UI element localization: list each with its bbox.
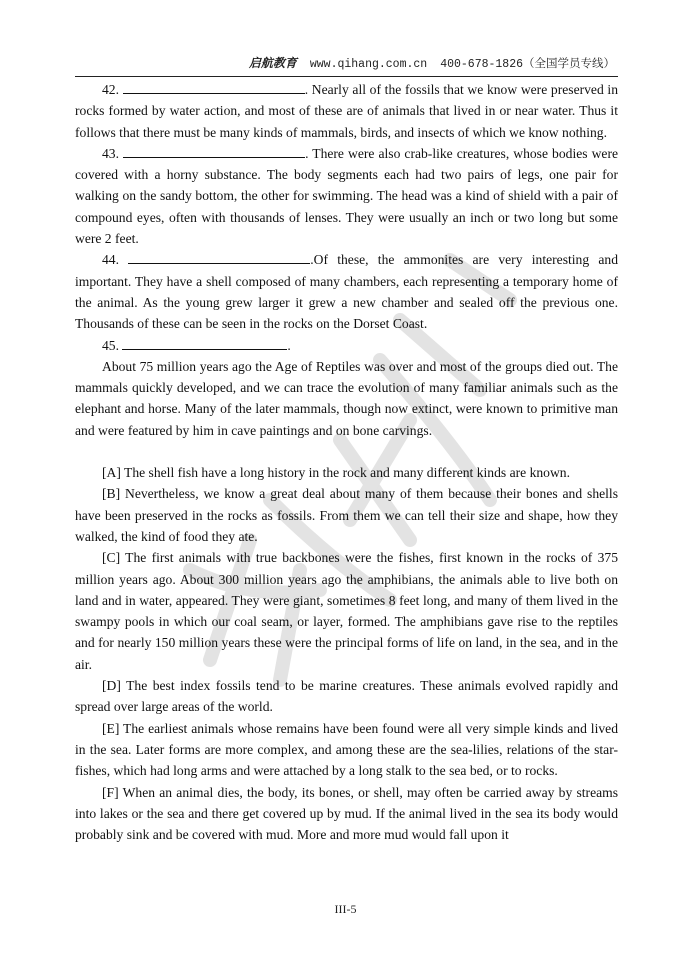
question-number: 44. (102, 252, 119, 268)
option-c: [C] The first animals with true backbones were the fishes, first known in the rocks of 375 million years ago. About 300 million years ago the amphibians, the animals able to live both on land and in water, appeared. They were giant, sometimes 8 feet long, and many of them lived in the swampy pools in which our coal seam, or layer, formed. The amphibians gave rise to the reptiles and for nearly 150 million years these were the principal forms of life on land, in the sea, and in the air. (75, 550, 618, 672)
answer-blank[interactable] (122, 335, 287, 350)
question-number: 42. (102, 82, 119, 97)
answer-blank[interactable] (123, 143, 305, 158)
header-url: www.qihang.com.cn (309, 58, 428, 71)
answer-blank[interactable] (123, 79, 305, 94)
header-phone: 400-678-1826（全国学员专线） (440, 58, 615, 71)
brand-name: 启航教育 (248, 56, 297, 70)
closing-paragraph: About 75 million years ago the Age of Reptiles was over and most of the groups died out. The mammals quickly developed, and we can trace the evolution of many familiar animals such as the elephant and horse. Many of the later mammals, though now extinct, were known to primitive man and were featured by him in cave paintings and on bone carvings. (75, 358, 618, 438)
page-header (249, 54, 615, 71)
option-d: [D] The best index fossils tend to be marine creatures. These animals evolved rapidly and spread over large areas of the world. (75, 678, 618, 715)
document-body (75, 79, 618, 845)
option-a: [A] The shell fish have a long history in the rock and many different kinds are known. (102, 465, 570, 481)
question-text: . Nearly all of the fossils that we know were preserved in rocks formed by water action, and most of these are of animals that lived in or near water. Thus it follows that there must be many kinds of mammals, birds, and insects of which we know nothing. (75, 82, 619, 140)
option-b: [B] Nevertheless, we know a great deal about many of them because their bones and shells have been preserved in the rocks as fossils. From them we can tell their size and shape, how they walked, the kind of food they ate. (75, 486, 618, 544)
question-text: . (287, 337, 291, 353)
question-42 (75, 79, 618, 143)
option-e: [E] The earliest animals whose remains have been found were all very simple kinds and lived in the sea. Later forms are more complex, and among these are the sea-lilies, relations of the star-fishes, which had long arms and were attached by a long stalk to the sea bed, or to rocks. (75, 720, 618, 779)
page-number: III-5 (334, 902, 357, 916)
question-number: 45. (102, 337, 119, 353)
question-number: 43. (102, 145, 119, 161)
question-45 (75, 335, 618, 356)
question-44 (75, 249, 618, 334)
option-f: [F] When an animal dies, the body, its bones, or shell, may often be carried away by streams into lakes or the sea and there get covered up by mud. If the animal lived in the sea its body would probably sink and be covered with mud. More and more mud would fall upon it (75, 784, 618, 843)
answer-blank[interactable] (128, 249, 310, 264)
header-divider (75, 76, 618, 77)
question-text: .Of these, the ammonites are very interesting and important. They have a shell composed of many chambers, each representing a temporary home of the animal. As the young grew larger it grew a new chamber and sealed off the previous one. Thousands of these can be seen in the rocks on the Dorset Coast. (75, 252, 618, 332)
question-43 (75, 143, 618, 249)
section-spacer (75, 441, 618, 462)
question-text: . There were also crab-like creatures, whose bodies were covered with a horny substance. The body segments each had two pairs of legs, one pair for walking on the sandy bottom, the other for swimming. The head was a kind of shield with a pair of compound eyes, often with thousands of lenses. They were usually an inch or two long but some were 2 feet. (75, 145, 619, 247)
